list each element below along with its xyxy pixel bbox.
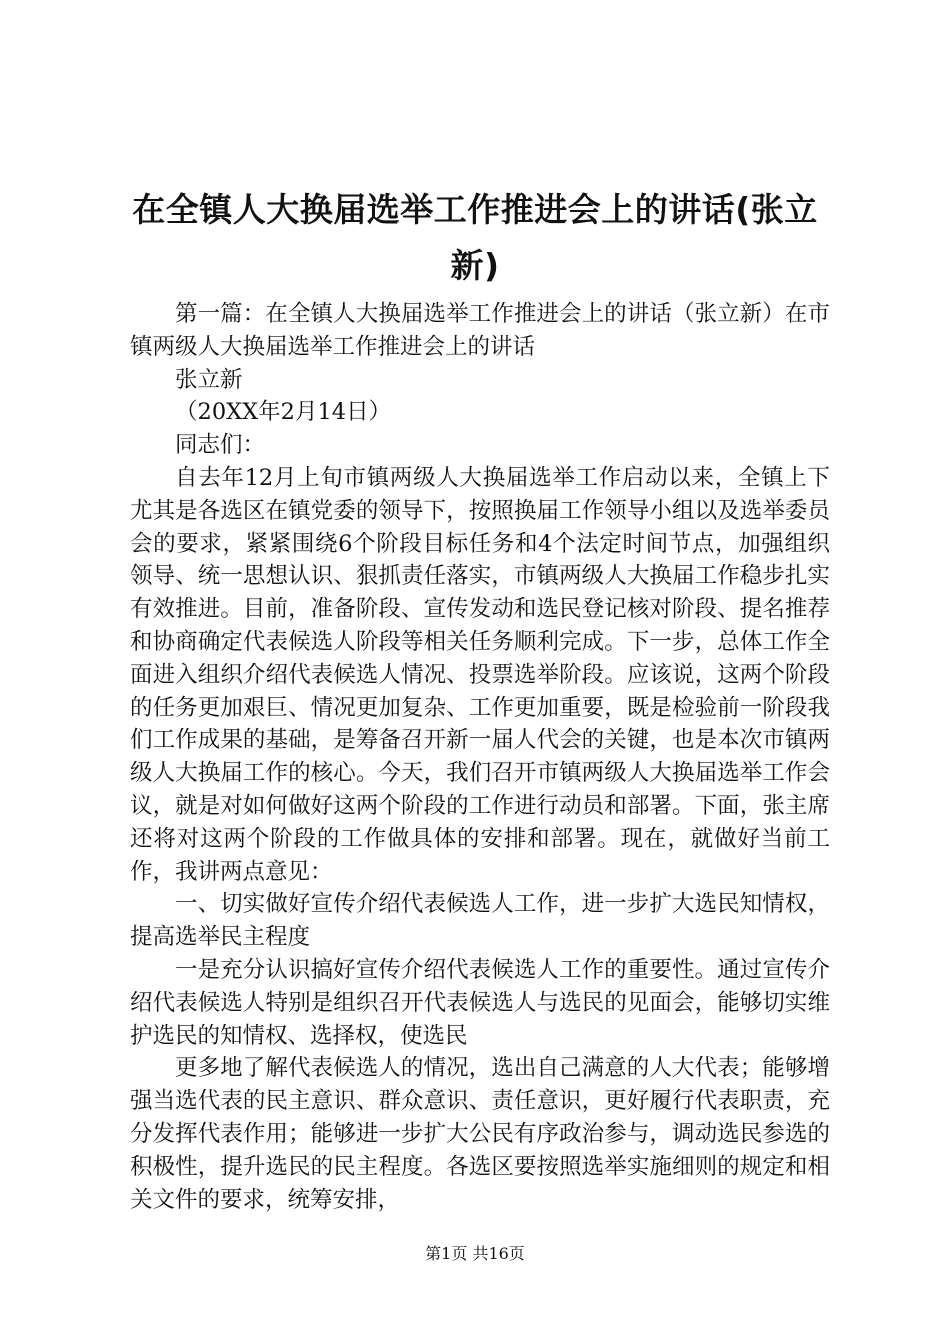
paragraph-heading: 第一篇：在全镇人大换届选举工作推进会上的讲话（张立新）在市镇两级人大换届选举工作推进会上的讲话 <box>130 301 830 360</box>
paragraph-salutation: 同志们： <box>175 432 266 459</box>
page-footer: 第1页 共16页 <box>425 1244 525 1263</box>
paragraph-intro: 自去年12月上旬市镇两级人大换届选举工作启动以来，全镇上下尤其是各选区在镇党委的领导下，按照换届工作领导小组以及选举委员会的要求，紧紧围绕6个阶段目标任务和4个法定时间节点，加强组织领导、统一思想认识、狠抓责任落实，市镇两级人大换届工作稳步扎实有效推进。目前，准备阶段、宣传发动和选民登记核对阶段、提名推荐和协商确定代表候选人阶段等相关任务顺利完成。下一步，总体工作全面进入组织介绍代表候选人情况、投票选举阶段。应该说，这两个阶段的任务更加艰巨、情况更加复杂、工作更加重要，既是检验前一阶段我们工作成果的基础，是筹备召开新一届人代会的关键，也是本次市镇两级人大换届工作的核心。今天，我们召开市镇两级人大换届选举工作会议，就是对如何做好这两个阶段的工作进行动员和部署。下面，张主席还将对这两个阶段的工作做具体的安排和部署。现在，就做好当前工作，我讲两点意见： <box>130 464 830 885</box>
document-title: 在全镇人大换届选举工作推进会上的讲话(张立新) <box>132 190 818 285</box>
paragraph-point-one: 一是充分认识搞好宣传介绍代表候选人工作的重要性。通过宣传介绍代表候选人特别是组织召开代表候选人与选民的见面会，能够切实维护选民的知情权、选择权，使选民 <box>130 956 830 1049</box>
document-body <box>130 298 830 1216</box>
paragraph-author: 张立新 <box>175 366 243 393</box>
paragraph-continuation: 更多地了解代表候选人的情况，选出自己满意的人大代表；能够增强当选代表的民主意识、群众意识、责任意识，更好履行代表职责，充分发挥代表作用；能够进一步扩大公民有序政治参与，调动选民参选的积极性，提升选民的民主程度。各选区要按照选举实施细则的规定和相关文件的要求，统筹安排， <box>130 1055 830 1213</box>
paragraph-section-one: 一、切实做好宣传介绍代表候选人工作，进一步扩大选民知情权，提高选举民主程度 <box>130 891 830 951</box>
paragraph-date: （20XX年2月14日） <box>175 399 392 426</box>
